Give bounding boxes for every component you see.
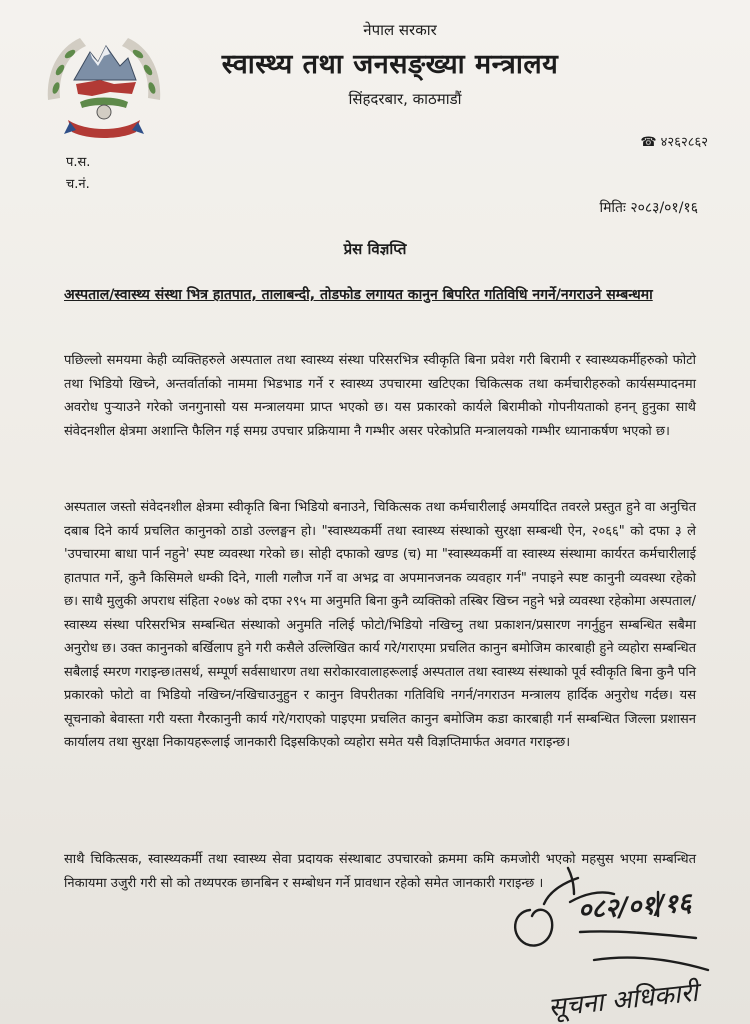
body-paragraph: अस्पताल जस्तो संवेदनशील क्षेत्रमा स्वीकृति बिना भिडियो बनाउने, चिकित्सक तथा कर्मचारीलाई अमर्यादित तवरले प्रस्तुत हुने वा अनुचित दबाब दिने कार्य प्रचलित कानुनको ठाडो उल्लङ्घन हो। "स्वास्थ्यकर्मी तथा स्वास्थ्य संस्थाको सुरक्षा सम्बन्धी ऐन, २०६६" को दफा ३ ले 'उपचारमा बाधा पार्न नहुने' स्पष्ट व्यवस्था गरेको छ। सोही दफाको खण्ड (च) मा "स्वास्थ्यकर्मी वा स्वास्थ्य संस्थामा कार्यरत कर्मचारीलाई हातपात गर्ने, कुनै किसिमले धम्की दिने, गाली गलौज गर्ने वा अभद्र वा अपमानजनक व्यवहार गर्न" नपाइने स्पष्ट कानुनी व्यवस्था रहेको छ। साथै मुलुकी अपराध संहिता २०७४ को दफा २९५ मा अनुमति बिना कुनै व्यक्तिको तस्बिर खिच्न नहुने भन्ने व्यवस्था रहेकोमा अस्पताल/स्वास्थ्य संस्था परिसरभित्र सम्बन्धित संस्थाको अनुमति नलिई फोटो/भिडियो नखिच्नु तथा प्रकाशन/प्रसारण नगर्नुहुन सम्बन्धित सबैमा अनुरोध छ। उक्त कानुनको बर्खिलाप हुने गरी कसैले उल्लिखित कार्य गरे/गराएमा प्रचलित कानुन बमोजिम कारबाही हुने व्यहोरा सम्बन्धित सबैलाई स्मरण गराइन्छ।तसर्थ, सम्पूर्ण सर्वसाधारण तथा सरोकारवालाहरूलाई अस्पताल तथा स्वास्थ्य संस्थाको पूर्व स्वीकृति बिना कुनै पनि प्रकारको फोटो वा भिडियो नखिच्न/नखिचाउनुहुन र कानुन विपरीतका गतिविधि नगर्न/नगराउन मन्त्रालय हार्दिक अनुरोध गर्दछ। यस सूचनाको बेवास्ता गरी यस्ता गैरकानुनी कार्य गरे/गराएको पाइएमा प्रचलित कानुन बमोजिम कडा कारबाही गर्न सम्बन्धित जिल्ला प्रशासन कार्यालय तथा सुरक्षा निकायहरूलाई जानकारी दिइसकिएको व्यहोरा समेत यसै विज्ञप्तिमार्फत अवगत गराइन्छ। bbox=[64, 500, 696, 750]
document-title: प्रेस विज्ञप्ति bbox=[343, 240, 407, 258]
phone-number-line bbox=[640, 132, 708, 150]
government-name: नेपाल सरकार bbox=[363, 21, 437, 39]
phone-number: ४२६२८६२ bbox=[660, 135, 708, 150]
ministry-address: सिंहदरबार, काठमाडौं bbox=[348, 90, 462, 108]
letterhead bbox=[160, 20, 620, 109]
signature-title: सूचना अधिकारी bbox=[546, 977, 700, 1024]
handwritten-signature bbox=[508, 850, 748, 1024]
reference-ps: प.स. bbox=[66, 155, 91, 170]
telephone-icon: ☎ bbox=[640, 135, 657, 150]
subject-line: अस्पताल/स्वास्थ्य संस्था भित्र हातपात, तालाबन्दी, तोडफोड लगायत कानुन बिपरित गतिविधि नगर्ने/नगराउने सम्बन्धमा bbox=[64, 287, 653, 303]
ministry-name: स्वास्थ्य तथा जनसङ्ख्या मन्त्रालय bbox=[221, 49, 559, 80]
government-emblem-icon bbox=[40, 22, 168, 144]
signature-date: ०८२/०१/१६ bbox=[576, 888, 693, 926]
body-paragraph: पछिल्लो समयमा केही व्यक्तिहरुले अस्पताल तथा स्वास्थ्य संस्था परिसरभित्र स्वीकृति बिना प्रवेश गरी बिरामी र स्वास्थ्यकर्मीहरुको फोटो तथा भिडियो खिच्ने, अन्तर्वार्ताको नाममा भिडभाड गर्ने र स्वास्थ्य उपचारमा खटिएका चिकित्सक तथा कर्मचारीहरुको कार्यसम्पादनमा अवरोध पुऱ्याउने गरेको जनगुनासो यस मन्त्रालयमा प्राप्त भएको छ। यस प्रकारको कार्यले बिरामीको गोपनीयताको हनन् हुनुका साथै संवेदनशील क्षेत्रमा अशान्ति फैलिन गई समग्र उपचार प्रक्रियामा नै गम्भीर असर परेकोप्रति मन्त्रालयको गम्भीर ध्यानाकर्षण भएको छ। bbox=[64, 353, 696, 439]
body-paragraph: साथै चिकित्सक, स्वास्थ्यकर्मी तथा स्वास्थ्य सेवा प्रदायक संस्थाबाट उपचारको क्रममा कमि कमजोरी भएको महसुस भएमा सम्बन्धित निकायमा उजुरी गरी सो को तथ्यपरक छानबिन र सम्बोधन गर्ने प्रावधान रहेको समेत जानकारी गराइन्छ । bbox=[64, 852, 696, 891]
letter-date: मितिः २०८३/०१/१६ bbox=[599, 200, 698, 216]
reference-cn: च.नं. bbox=[66, 177, 90, 192]
